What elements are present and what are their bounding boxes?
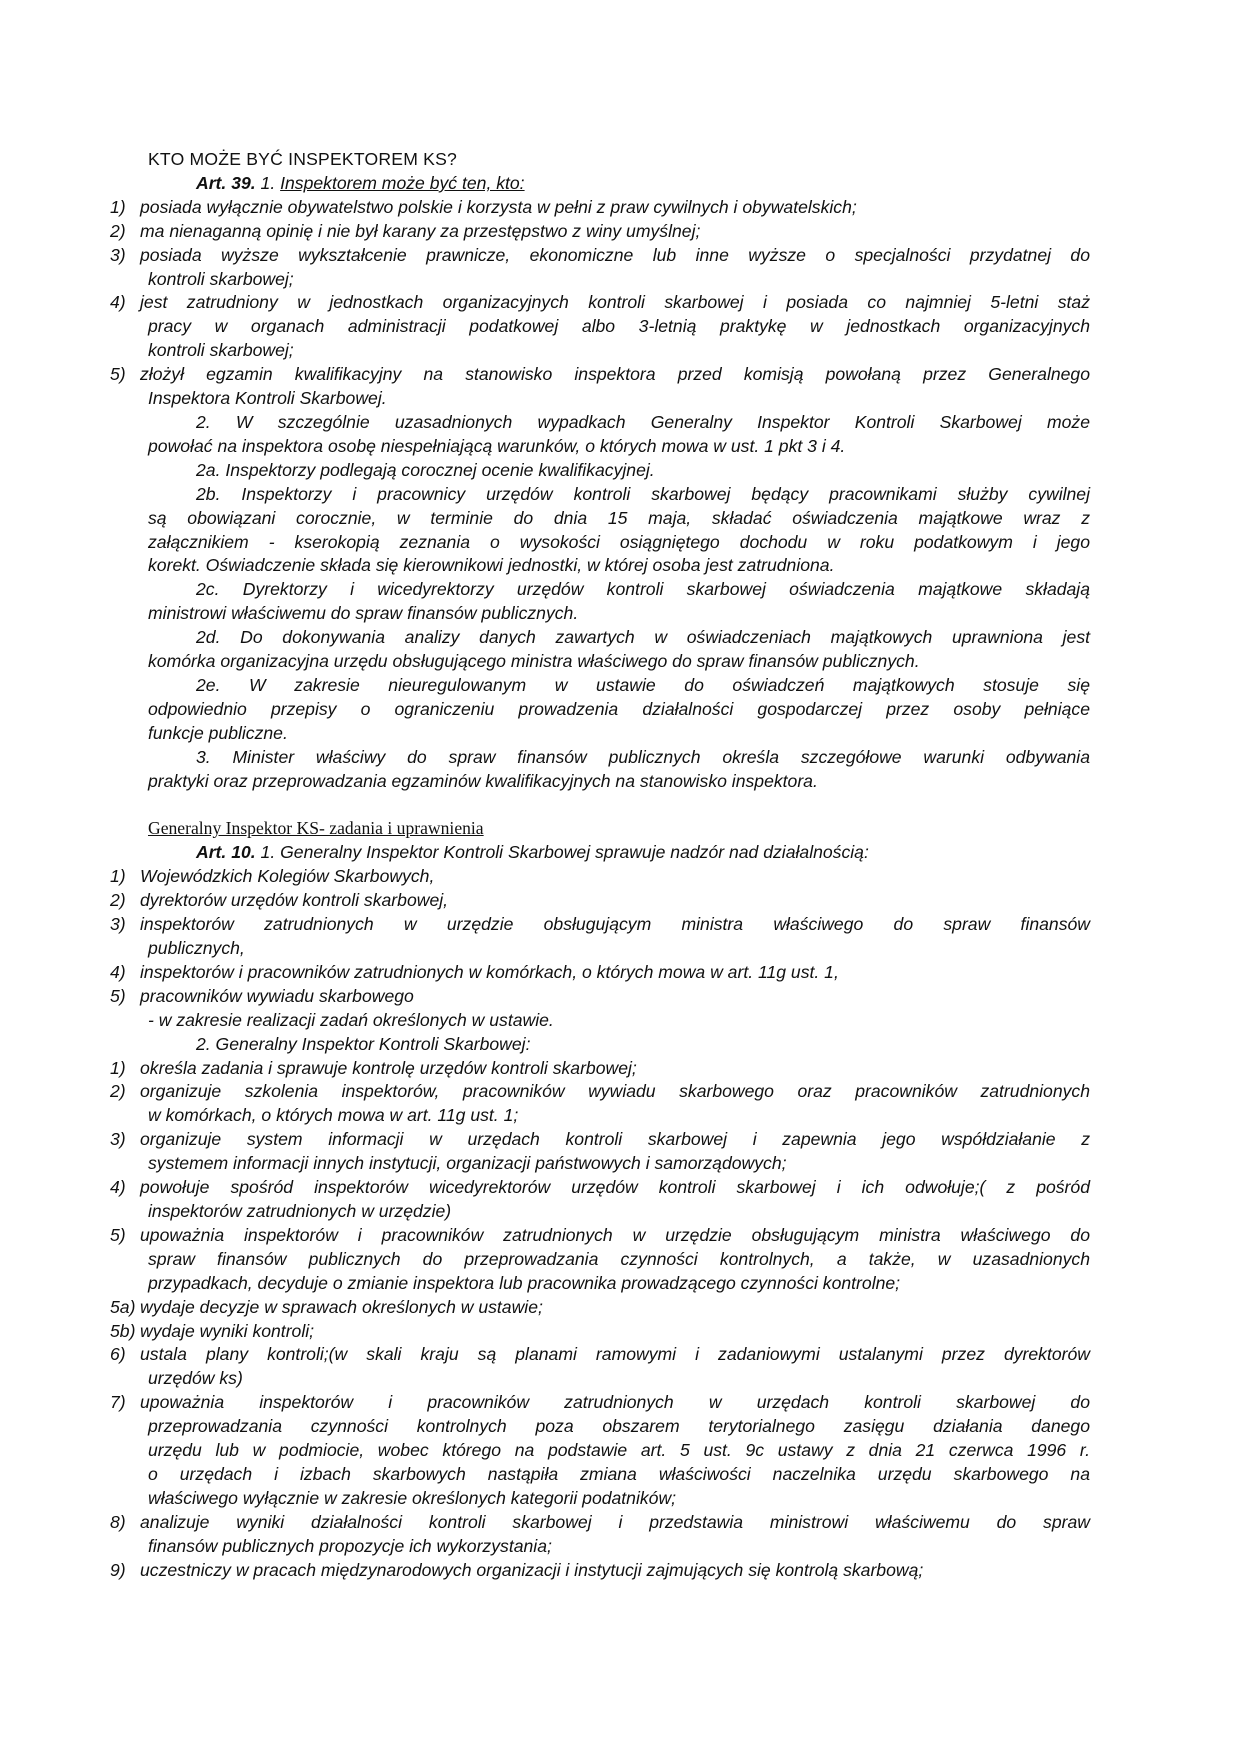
list-item-continuation — [110, 1439, 1090, 1463]
list-item-text: uczestniczy w pracach międzynarodowych organizacji i instytucji zajmujących się kontrolą skarbową; — [140, 1559, 924, 1580]
article-intro-underlined: Inspektorem może być ten, kto: — [280, 172, 525, 193]
article-label: Art. 10. — [196, 842, 256, 863]
list-item-number: 3) — [110, 914, 126, 935]
list-item-text: o urzędach i izbach skarbowych nastąpiła zmiana właściwości naczelnika urzędu skarbowego na — [148, 1463, 1090, 1484]
list-item — [110, 1511, 1090, 1535]
list-item-text: Inspektora Kontroli Skarbowej. — [148, 388, 387, 409]
list-item-number: 6) — [110, 1344, 126, 1365]
list-item — [110, 220, 1090, 244]
list-item-continuation — [110, 1272, 1090, 1296]
list-item-number: 5a) — [110, 1296, 136, 1317]
list-item — [110, 1176, 1090, 1200]
list-item-number: 1) — [110, 1057, 126, 1078]
list-item-text: spraw finansów publicznych do przeprowadzania czynności kontrolnych, a także, w uzasadnionych — [148, 1248, 1090, 1269]
list-item — [110, 1080, 1090, 1104]
list-item — [110, 913, 1090, 937]
article-intro: 1. — [255, 172, 281, 193]
list-item — [110, 291, 1090, 315]
document-content — [110, 148, 1090, 1582]
list-item-number: 4) — [110, 961, 126, 982]
list-item-text: ma nienaganną opinię i nie był karany za przestępstwo z winy umyślnej; — [140, 220, 701, 241]
list-item-text: pracowników wywiadu skarbowego — [140, 985, 414, 1006]
list-item-continuation — [110, 268, 1090, 292]
list-item-text: złożył egzamin kwalifikacyjny na stanowisko inspektora przed komisją powołaną przez Generalnego — [140, 364, 1090, 385]
list-item-text: inspektorów i pracowników zatrudnionych w komórkach, o których mowa w art. 11g ust. 1, — [140, 961, 839, 982]
list-item — [110, 865, 1090, 889]
list-item-number: 2) — [110, 220, 126, 241]
list-item — [110, 1224, 1090, 1248]
article-label: Art. 39. — [196, 172, 256, 193]
list-item-number: 5b) — [110, 1320, 136, 1341]
list-item — [110, 961, 1090, 985]
list-item-text: posiada wyłącznie obywatelstwo polskie i korzysta w pełni z praw cywilnych i obywatelskich; — [140, 196, 857, 217]
list-item-number: 5) — [110, 1224, 126, 1245]
article-39-heading — [110, 172, 1090, 196]
list-item-text: upoważnia inspektorów i pracowników zatrudnionych w urzędzie obsługującym ministra właściwego do — [140, 1224, 1090, 1245]
list-item-number: 3) — [110, 1129, 126, 1150]
paragraph-continuation: powołać na inspektora osobę niespełniającą warunków, o których mowa w ust. 1 pkt 3 i 4. — [148, 435, 846, 456]
list-item-text: urzędów ks) — [148, 1368, 243, 1389]
list-item-text: wydaje decyzje w sprawach określonych w ustawie; — [140, 1296, 543, 1317]
list-item-text: przeprowadzania czynności kontrolnych poza obszarem terytorialnego zasięgu działania danego — [148, 1416, 1090, 1437]
list-item-continuation — [110, 1415, 1090, 1439]
list-item-number: 4) — [110, 292, 126, 313]
list-item-continuation — [110, 339, 1090, 363]
article-10-heading — [110, 841, 1090, 865]
tasks-list — [110, 1057, 1090, 1583]
list-item — [110, 889, 1090, 913]
list-item — [110, 196, 1090, 220]
list-item-number: 5) — [110, 364, 126, 385]
paragraph-continuation: ministrowi właściwemu do spraw finansów publicznych. — [148, 603, 579, 624]
list-item — [110, 1343, 1090, 1367]
list-item-continuation — [110, 1152, 1090, 1176]
list-item-text: kontroli skarbowej; — [148, 268, 294, 289]
list-item-continuation — [110, 1248, 1090, 1272]
list-item-continuation — [110, 315, 1090, 339]
list-item — [110, 1320, 1090, 1344]
paragraph: 2c. Dyrektorzy i wicedyrektorzy urzędów kontroli skarbowej oświadczenia majątkowe składają — [196, 579, 1090, 600]
list-item-continuation — [110, 1487, 1090, 1511]
list-item — [110, 1057, 1090, 1081]
scope-line: - w zakresie realizacji zadań określonych w ustawie. — [148, 1009, 554, 1030]
list-item-text: określa zadania i sprawuje kontrolę urzędów kontroli skarbowej; — [140, 1057, 637, 1078]
section-spacer — [110, 793, 1090, 817]
paragraph-2-intro: 2. Generalny Inspektor Kontroli Skarbowej: — [196, 1033, 531, 1054]
paragraph: 3. Minister właściwy do spraw finansów publicznych określa szczegółowe warunki odbywania — [196, 746, 1090, 767]
list-item-continuation — [110, 1367, 1090, 1391]
article-intro: 1. Generalny Inspektor Kontroli Skarbowej sprawuje nadzór nad działalnością: — [255, 842, 869, 863]
list-item-text: pracy w organach administracji podatkowej albo 3-letnią praktykę w jednostkach organizacyjnych — [148, 316, 1090, 337]
list-item-continuation — [110, 1200, 1090, 1224]
list-item-text: w komórkach, o których mowa w art. 11g ust. 1; — [148, 1105, 519, 1126]
list-item-text: inspektorów zatrudnionych w urzędzie) — [148, 1200, 452, 1221]
list-item-text: ustala plany kontroli;(w skali kraju są planami ramowymi i zadaniowymi ustalanymi przez dyrektorów — [140, 1344, 1090, 1365]
list-item-number: 4) — [110, 1177, 126, 1198]
list-item — [110, 1128, 1090, 1152]
paragraph-continuation: są obowiązani corocznie, w terminie do dnia 15 maja, składać oświadczenia majątkowe wraz z — [148, 507, 1090, 528]
list-item-number: 1) — [110, 196, 126, 217]
list-item — [110, 363, 1090, 387]
paragraph-continuation: załącznikiem - kserokopią zeznania o wysokości osiągniętego dochodu w roku podatkowym i jego — [148, 531, 1090, 552]
paragraph-continuation: odpowiednio przepisy o ograniczeniu prowadzenia działalności gospodarczej przez osoby pełniące — [148, 698, 1090, 719]
list-item-text: wydaje wyniki kontroli; — [140, 1320, 315, 1341]
paragraph-continuation: praktyki oraz przeprowadzania egzaminów kwalifikacyjnych na stanowisko inspektora. — [148, 770, 818, 791]
list-item-text: właściwego wyłącznie w zakresie określonych kategorii podatników; — [148, 1487, 677, 1508]
list-item-text: organizuje szkolenia inspektorów, pracowników wywiadu skarbowego oraz pracowników zatrudnionych — [140, 1081, 1090, 1102]
paragraph-continuation: korekt. Oświadczenie składa się kierownikowi jednostki, w której osoba jest zatrudniona. — [148, 555, 835, 576]
list-item-number: 7) — [110, 1392, 126, 1413]
list-item-text: inspektorów zatrudnionych w urzędzie obsługującym ministra właściwego do spraw finansów — [140, 914, 1090, 935]
paragraph: 2a. Inspektorzy podlegają corocznej ocenie kwalifikacyjnej. — [196, 459, 655, 480]
list-item-continuation — [110, 387, 1090, 411]
list-item-text: posiada wyższe wykształcenie prawnicze, ekonomiczne lub inne wyższe o specjalności przydatnej do — [140, 244, 1090, 265]
supervision-list — [110, 865, 1090, 1008]
list-item-text: analizuje wyniki działalności kontroli skarbowej i przedstawia ministrowi właściwemu do spraw — [140, 1511, 1090, 1532]
list-item-text: jest zatrudniony w jednostkach organizacyjnych kontroli skarbowej i posiada co najmniej 5-letni staż — [140, 292, 1090, 313]
article-39-paragraphs — [110, 411, 1090, 794]
section-title: KTO MOŻE BYĆ INSPEKTOREM KS? — [148, 149, 457, 169]
list-item-number: 8) — [110, 1511, 126, 1532]
list-item-number: 1) — [110, 866, 126, 887]
list-item-text: finansów publicznych propozycje ich wykorzystania; — [148, 1535, 552, 1556]
paragraph-continuation: funkcje publiczne. — [148, 722, 288, 743]
list-item-number: 2) — [110, 1081, 126, 1102]
list-item-text: przypadkach, decyduje o zmianie inspektora lub pracownika prowadzącego czynności kontrolne; — [148, 1272, 901, 1293]
list-item-continuation — [110, 1104, 1090, 1128]
list-item-continuation — [110, 937, 1090, 961]
list-item-text: Wojewódzkich Kolegiów Skarbowych, — [140, 866, 435, 887]
list-item-text: urzędu lub w podmiocie, wobec którego na podstawie art. 5 ust. 9c ustawy z dnia 21 czerwca 1996 r. — [148, 1440, 1090, 1461]
paragraph: 2. W szczególnie uzasadnionych wypadkach Generalny Inspektor Kontroli Skarbowej może — [196, 411, 1090, 432]
list-item-text: kontroli skarbowej; — [148, 340, 294, 361]
list-item-continuation — [110, 1463, 1090, 1487]
list-item-number: 2) — [110, 890, 126, 911]
list-item-text: systemem informacji innych instytucji, organizacji państwowych i samorządowych; — [148, 1153, 787, 1174]
list-item-text: powołuje spośród inspektorów wicedyrektorów urzędów kontroli skarbowej i ich odwołuje;( z pośród — [140, 1177, 1090, 1198]
paragraph: 2d. Do dokonywania analizy danych zawartych w oświadczeniach majątkowych uprawniona jest — [196, 627, 1090, 648]
list-item — [110, 985, 1090, 1009]
list-item — [110, 1559, 1090, 1583]
list-item-text: publicznych, — [148, 938, 245, 958]
list-item-text: upoważnia inspektorów i pracowników zatrudnionych w urzędach kontroli skarbowej do — [140, 1392, 1090, 1413]
list-item-number: 3) — [110, 244, 126, 265]
list-item-continuation — [110, 1535, 1090, 1559]
paragraph: 2b. Inspektorzy i pracownicy urzędów kontroli skarbowej będący pracownikami służby cywilnej — [196, 483, 1090, 504]
section-heading: Generalny Inspektor KS- zadania i uprawnienia — [148, 818, 484, 839]
paragraph: 2e. W zakresie nieuregulowanym w ustawie do oświadczeń majątkowych stosuje się — [196, 674, 1090, 695]
list-item — [110, 244, 1090, 268]
list-item-number: 5) — [110, 985, 126, 1006]
list-item-text: organizuje system informacji w urzędach kontroli skarbowej i zapewnia jego współdziałanie z — [140, 1129, 1090, 1150]
list-item — [110, 1296, 1090, 1320]
list-item-number: 9) — [110, 1559, 126, 1580]
eligibility-list — [110, 196, 1090, 411]
list-item-text: dyrektorów urzędów kontroli skarbowej, — [140, 890, 449, 911]
paragraph-continuation: komórka organizacyjna urzędu obsługującego ministra właściwego do spraw finansów publicznych. — [148, 651, 920, 672]
list-item — [110, 1391, 1090, 1415]
